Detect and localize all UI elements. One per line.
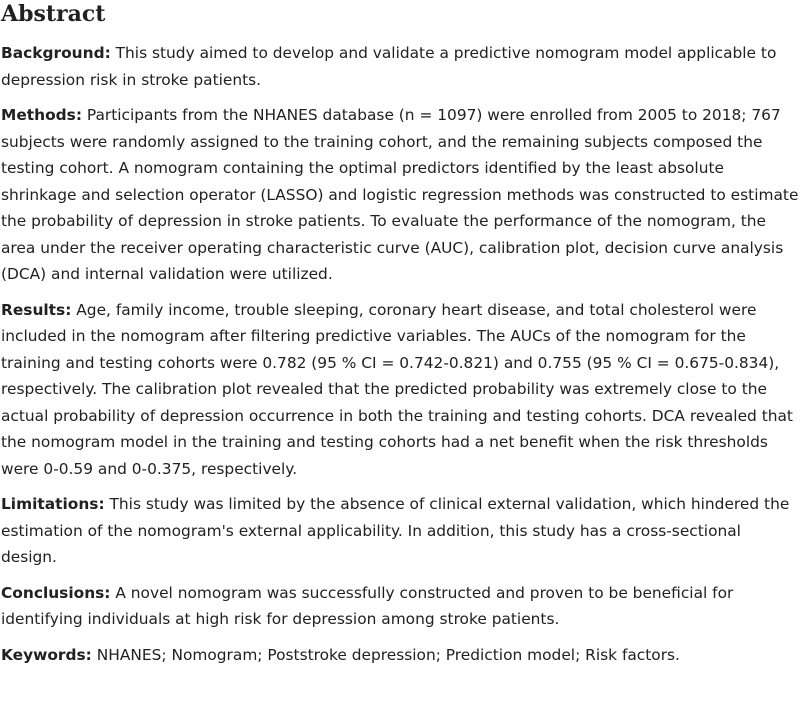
results-paragraph: [1, 297, 799, 483]
conclusions-paragraph: [1, 580, 799, 633]
results-text: Age, family income, trouble sleeping, coronary heart disease, and total cholesterol were included in the nomogram after filtering predictive variables. The AUCs of the nomogram for the training and testing cohorts were 0.782 (95 % CI = 0.742-0.821) and 0.755 (95 % CI = 0.675-0.834), respectively. The calibration plot revealed that the predicted probability was extremely close to the actual probability of depression occurrence in both the training and testing cohorts. DCA revealed that the nomogram model in the training and testing cohorts had a net benefit when the risk thresholds were 0-0.59 and 0-0.375, respectively.: [1, 300, 793, 478]
background-label: Background:: [1, 44, 111, 62]
results-label: Results:: [1, 300, 72, 319]
limitations-text: This study was limited by the absence of clinical external validation, which hindered the estimation of the nomogram's external applicability. In addition, this study has a cross-sectional design.: [1, 495, 790, 566]
conclusions-text: A novel nomogram was successfully constructed and proven to be beneficial for identifying individuals at high risk for depression among stroke patients.: [1, 583, 734, 628]
background-text: This study aimed to develop and validate a predictive nomogram model applicable to depression risk in stroke patients.: [1, 44, 777, 89]
limitations-label: Limitations:: [1, 495, 105, 513]
keywords-text: NHANES; Nomogram; Poststroke depression; Prediction model; Risk factors.: [96, 645, 680, 664]
keywords-paragraph: [1, 642, 799, 669]
background-paragraph: [1, 40, 799, 93]
methods-paragraph: [1, 102, 799, 288]
methods-text: Participants from the NHANES database (n = 1097) were enrolled from 2005 to 2018; 767 subjects were randomly assigned to the training cohort, and the remaining subjects composed the testing cohort. A nomogram containing the optimal predictors identified by the least absolute shrinkage and selection operator (LASSO) and logistic regression methods was constructed to estimate the probability of depression in stroke patients. To evaluate the performance of the nomogram, the area under the receiver operating characteristic curve (AUC), calibration plot, decision curve analysis (DCA) and internal validation were utilized.: [1, 106, 799, 283]
abstract-section: [1, 0, 799, 677]
methods-label: Methods:: [1, 106, 82, 124]
keywords-label: Keywords:: [1, 645, 92, 664]
abstract-heading: Abstract: [1, 1, 106, 27]
limitations-paragraph: [1, 491, 799, 571]
conclusions-label: Conclusions:: [1, 583, 111, 602]
